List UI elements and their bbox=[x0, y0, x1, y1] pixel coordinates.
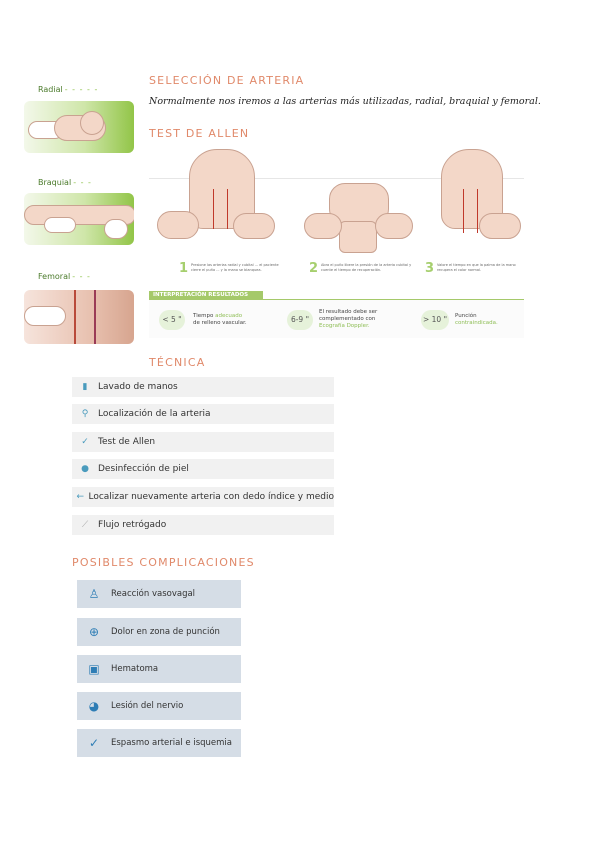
tecnica-item-flujo: ⟋ Flujo retrógado bbox=[72, 515, 334, 535]
tecnica-item-desinfeccion: ● Desinfección de piel bbox=[72, 459, 334, 479]
complicacion-dolor: ⊕ Dolor en zona de punción bbox=[77, 618, 241, 646]
step-1-number: 1 bbox=[179, 261, 189, 276]
syringe-icon: ⟋ bbox=[81, 520, 89, 530]
checkmark-icon: ✓ bbox=[81, 437, 89, 447]
seleccion-title: SELECCIÓN DE ARTERIA bbox=[149, 74, 305, 87]
radial-illustration bbox=[24, 101, 134, 153]
complicacion-espasmo: ✓ Espasmo arterial e isquemia bbox=[77, 729, 241, 757]
step-2-number: 2 bbox=[309, 261, 319, 276]
complicacion-nervio: ◕ Lesión del nervio bbox=[77, 692, 241, 720]
tecnica-item-allen: ✓ Test de Allen bbox=[72, 432, 334, 452]
femoral-illustration bbox=[24, 290, 134, 344]
femoral-label: Femoral - - - bbox=[38, 272, 91, 281]
tecnica-item-localizacion: ⚲ Localización de la arteria bbox=[72, 404, 334, 424]
interp-3-text: Punción contraindicada. bbox=[455, 313, 498, 326]
seleccion-intro: Normalmente nos iremos a las arterias más utilizadas, radial, braquial y femoral. bbox=[149, 96, 541, 107]
allen-illustration bbox=[149, 178, 524, 275]
tecnica-title: TÉCNICA bbox=[149, 356, 206, 369]
person-icon: ♙ bbox=[88, 587, 100, 601]
step-3-number: 3 bbox=[425, 261, 435, 276]
location-pin-icon: ⚲ bbox=[81, 409, 89, 419]
checkmark-icon: ✓ bbox=[88, 736, 100, 750]
tecnica-item-localizar: ← Localizar nuevamente arteria con dedo índice y medio bbox=[72, 487, 334, 507]
radial-label: Radial - - - - - bbox=[38, 85, 99, 94]
arrow-left-icon: ← bbox=[76, 492, 84, 502]
step-3-text: Valore el tiempo en que la palma de la mano recupera el color normal. bbox=[437, 263, 516, 272]
drop-icon: ● bbox=[81, 464, 89, 474]
badge-6-9: 6-9 " bbox=[287, 310, 313, 330]
interp-2-text: El resultado debe ser complementado con Ecografía Doppler. bbox=[319, 309, 378, 329]
complicaciones-title: POSIBLES COMPLICACIONES bbox=[72, 556, 255, 569]
allen-title: TEST DE ALLEN bbox=[149, 127, 250, 140]
complicacion-hematoma: ▣ Hematoma bbox=[77, 655, 241, 683]
braquial-label: Braquial - - - bbox=[38, 178, 92, 187]
blood-bag-icon: ▣ bbox=[88, 662, 100, 676]
badge-gt10: > 10 " bbox=[421, 310, 449, 330]
step-1-text: Presione las arterias radial y cubital ... el paciente cierre el puño ... y la mano se blanquea. bbox=[191, 263, 279, 272]
hand-wash-icon: ▮ bbox=[82, 382, 88, 392]
interpretation-header: INTERPRETACIÓN RESULTADOS bbox=[149, 291, 263, 300]
badge-lt5: < 5 " bbox=[159, 310, 185, 330]
complicacion-vasovagal: ♙ Reacción vasovagal bbox=[77, 580, 241, 608]
plus-circle-icon: ⊕ bbox=[88, 625, 100, 639]
step-2-text: Abra el puño libere la presión de la arteria cubital y cuente el tiempo de recuperación. bbox=[321, 263, 412, 272]
head-nerve-icon: ◕ bbox=[88, 699, 100, 713]
braquial-illustration bbox=[24, 193, 134, 245]
interpretation-box bbox=[149, 300, 524, 338]
interp-1-text: Tiempo adecuado de relleno vascular. bbox=[193, 313, 247, 326]
tecnica-item-lavado: ▮ Lavado de manos bbox=[72, 377, 334, 397]
